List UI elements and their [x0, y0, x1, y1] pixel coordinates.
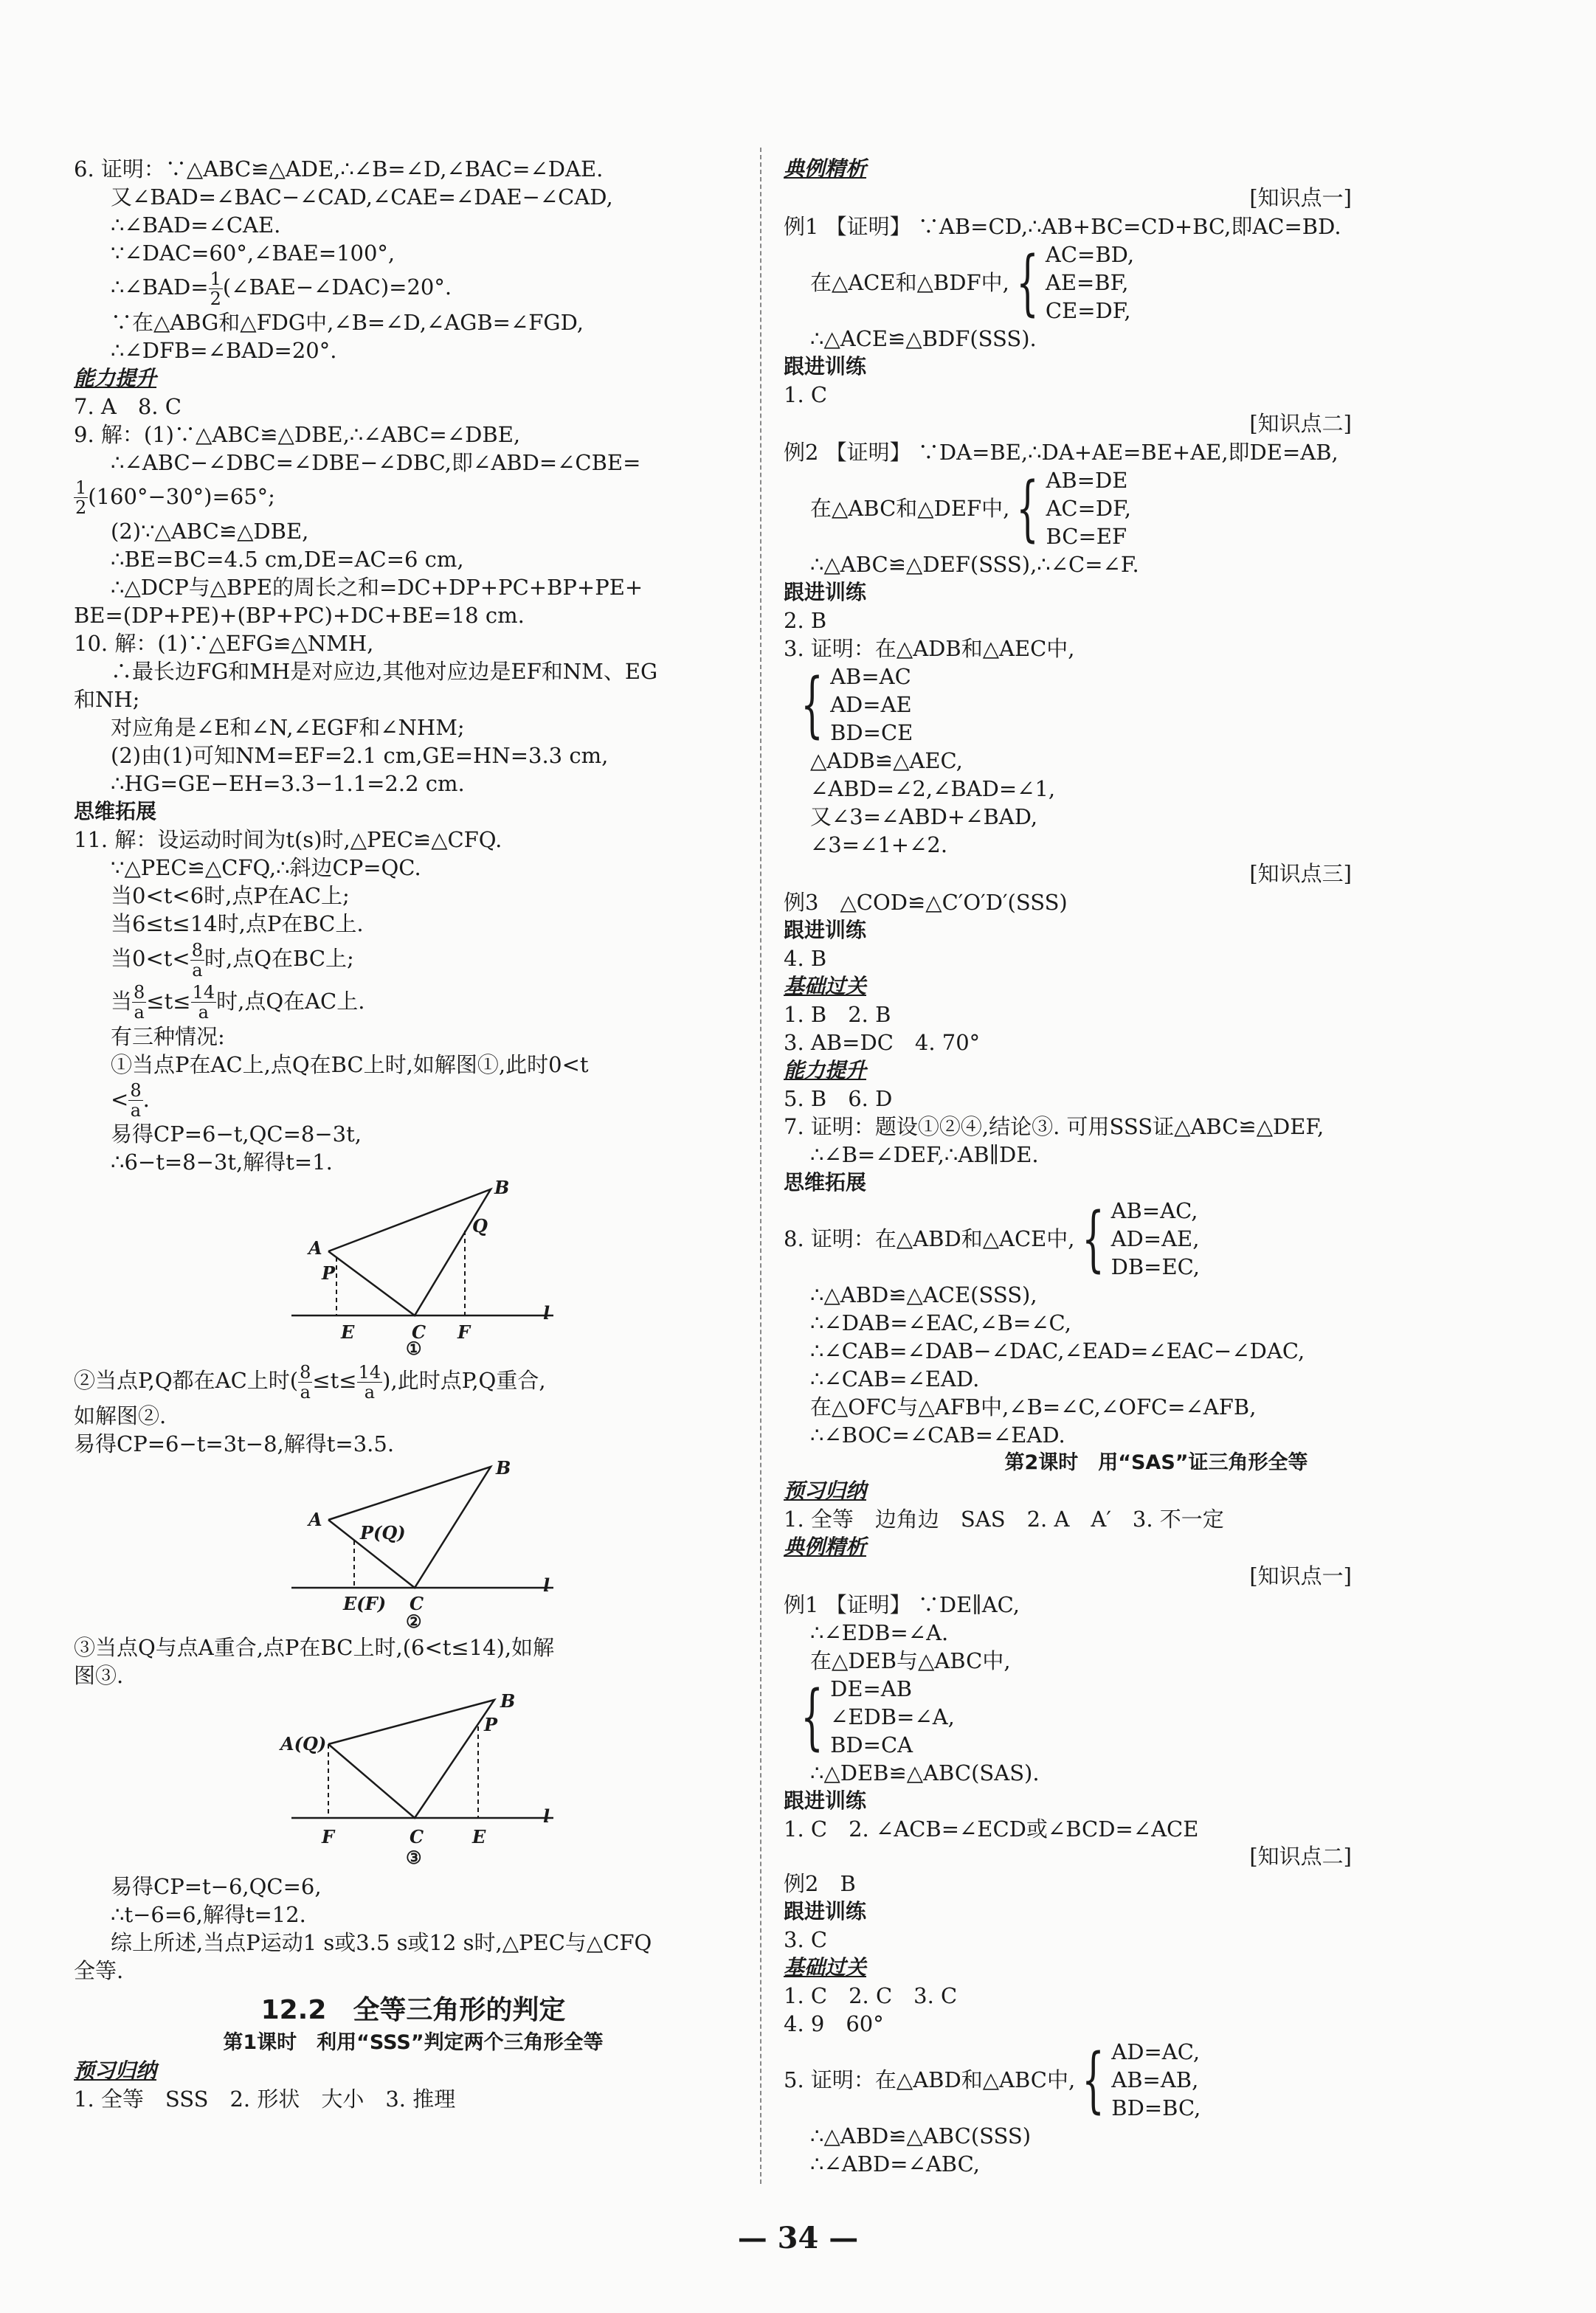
section-genjin-xunlian: 跟进训练	[784, 1788, 867, 1813]
figure-number: ①	[406, 1338, 422, 1356]
brace-item: AD=AE	[830, 692, 912, 717]
e1-brace	[784, 1675, 1529, 1759]
denominator: a	[198, 1002, 209, 1023]
fraction-8-a	[298, 1363, 312, 1402]
genjin-3-line: ∠ABD=∠2,∠BAD=∠1,	[810, 776, 1056, 801]
numerator: 14	[192, 982, 215, 1003]
q6-line-3: ∴∠BAD=∠CAE.	[111, 212, 281, 238]
label-C: C	[412, 1321, 426, 1343]
case3-line-6: 全等.	[74, 1958, 124, 1983]
q6-line-1: 6. 证明：∵△ABC≌△ADE,∴∠B=∠D,∠BAC=∠DAE.	[74, 156, 604, 181]
q10-line-2: ∴最长边FG和MH是对应边,其他对应边是EF和NM、EG	[111, 659, 658, 684]
case2-line-3: 易得CP=6−t=3t−8,解得t=3.5.	[74, 1431, 395, 1456]
jichu2-line: 1. C 2. C 3. C	[784, 1983, 958, 2008]
q9-line-6: ∴△DCP与△BPE的周长之和=DC+DP+PC+BP+PE+	[111, 575, 643, 600]
section-jichu-guoguan: 基础过关	[784, 1955, 867, 1980]
q11-line-8: ①当点P在AC上,点Q在BC上时,如解图①,此时0<t	[111, 1051, 589, 1077]
q6-line-5	[74, 267, 753, 308]
brace-item: AE=BF,	[1045, 270, 1129, 295]
fraction-half	[74, 478, 88, 517]
q8-line: ∴∠CAB=∠DAB−∠DAC,∠EAD=∠EAC−∠DAC,	[810, 1338, 1305, 1363]
numerator: 8	[300, 1361, 311, 1383]
q11-c2-pre: 当	[111, 988, 133, 1014]
case3-line-1: ③当点Q与点A重合,点P在BC上时,(6<t≤14),如解	[74, 1635, 555, 1660]
left-column	[74, 155, 753, 2113]
jichu-line: 1. B 2. B	[784, 1002, 891, 1027]
column-divider	[760, 148, 761, 2184]
genjin-2: 2. B	[784, 608, 827, 633]
brace-item: AB=DE	[1046, 468, 1128, 493]
q9-line-5: ∴BE=BC=4.5 cm,DE=AC=6 cm,	[111, 547, 464, 572]
label-P: P	[484, 1714, 498, 1735]
figure-number: ③	[406, 1847, 422, 1868]
section-nengli-tisheng: 能力提升	[74, 365, 157, 390]
q8-line: ∴∠BOC=∠CAB=∠EAD.	[810, 1422, 1065, 1448]
section-siwei-tuozhan: 思维拓展	[784, 1170, 867, 1194]
example-2-conclusion: ∴△ABC≌△DEF(SSS),∴∠C=∠F.	[810, 552, 1139, 577]
section-yuxi-guina: 预习归纳	[784, 1479, 867, 1503]
case2-line-2: 如解图②.	[74, 1403, 167, 1428]
case3-line-2: 图③.	[74, 1663, 124, 1688]
q5-line: ∴∠ABD=∠ABC,	[810, 2151, 981, 2177]
label-l: l	[543, 1302, 550, 1324]
knowledge-point-3: [知识点三]	[1249, 861, 1352, 886]
fraction-8-a	[128, 1081, 142, 1120]
nengli-line: 7. 证明：题设①②④,结论③. 可用SSS证△ABC≌△DEF,	[784, 1114, 1324, 1139]
yuxi-answers-2: 1. 全等 边角边 SAS 2. A A′ 3. 不一定	[784, 1507, 1224, 1532]
case2-post: ),此时点P,Q重合,	[382, 1368, 546, 1393]
q6-frac-post: (∠BAE−∠DAC)=20°.	[222, 274, 452, 300]
section-genjin-xunlian: 跟进训练	[784, 354, 867, 378]
nengli-line: ∴∠B=∠DEF,∴AB∥DE.	[810, 1142, 1039, 1167]
denominator: a	[300, 1381, 311, 1403]
label-PQ: P(Q)	[360, 1522, 406, 1543]
case3-line-5: 综上所述,当点P运动1 s或3.5 s或12 s时,△PEC与△CFQ	[111, 1930, 652, 1955]
yuxi-answers: 1. 全等 SSS 2. 形状 大小 3. 推理	[74, 2086, 456, 2112]
brace-item: AB=AB,	[1111, 2067, 1199, 2092]
q6-line-6: ∵在△ABG和△FDG中,∠B=∠D,∠AGB=∠FGD,	[111, 309, 584, 335]
denominator: a	[130, 1100, 142, 1121]
q11-c1-post: 时,点Q在BC上;	[204, 946, 354, 971]
less-than: <	[111, 1086, 129, 1112]
q8-line: ∴△ABD≌△ACE(SSS),	[810, 1282, 1037, 1307]
brace-prefix: 5. 证明：在△ABD和△ABC中,	[784, 2067, 1076, 2092]
q9-line-4: (2)∵△ABC≌△DBE,	[111, 519, 309, 544]
label-l: l	[543, 1574, 550, 1596]
label-B: B	[494, 1179, 510, 1198]
label-Q: Q	[472, 1215, 488, 1237]
brace-item: AD=AC,	[1111, 2039, 1201, 2064]
q11-line-2: ∵△PEC≌△CFQ,∴斜边CP=QC.	[111, 855, 421, 880]
genjin-3-line: 又∠3=∠ABD+∠BAD,	[810, 804, 1038, 829]
q9-line-1: 9. 解：(1)∵△ABC≌△DBE,∴∠ABC=∠DBE,	[74, 421, 521, 447]
q11-line-9: < $\frac{8}{a}$ .	[111, 1080, 150, 1121]
label-E: E	[472, 1826, 486, 1847]
figure-1	[74, 1179, 753, 1356]
genjin-1: 1. C	[784, 382, 828, 407]
brace-item: AD=AE,	[1110, 1226, 1200, 1251]
case3-line-4: ∴t−6=6,解得t=12.	[111, 1902, 306, 1927]
knowledge-point-2: [知识点二]	[1249, 411, 1352, 436]
q5-line: ∴△ABD≌△ABC(SSS)	[810, 2123, 1032, 2148]
denominator: a	[364, 1381, 376, 1403]
denominator: a	[134, 1002, 145, 1023]
q7-answer: 7. A 8. C	[74, 393, 182, 419]
brace-prefix: 在△ACE和△BDF中,	[810, 270, 1009, 295]
q9-line-2: ∴∠ABC−∠DBC=∠DBE−∠DBC,即∠ABD=∠CBE=	[111, 449, 641, 475]
fraction-8-a	[190, 941, 204, 980]
q11-line-3: 当0<t<6时,点P在AC上;	[111, 883, 350, 908]
label-A: A	[308, 1237, 322, 1259]
label-E: E	[341, 1321, 355, 1343]
example-1: 例1 【证明】 ∵AB=CD,∴AB+BC=CD+BC,即AC=BD.	[784, 214, 1341, 239]
brace-item: BD=CE	[830, 720, 913, 745]
e1-conclusion: ∴△DEB≌△ABC(SAS).	[810, 1760, 1040, 1785]
q6-line-7: ∴∠DFB=∠BAD=20°.	[111, 337, 337, 363]
q10-line-4: 对应角是∠E和∠N,∠EGF和∠NHM;	[111, 715, 465, 740]
label-C: C	[410, 1826, 424, 1847]
case3-line-3: 易得CP=t−6,QC=6,	[111, 1874, 322, 1899]
genjin-3-line: ∠3=∠1+∠2.	[810, 832, 948, 857]
q8-line: ∴∠DAB=∠EAC,∠B=∠C,	[810, 1310, 1071, 1335]
knowledge-point-1: [知识点一]	[1249, 185, 1352, 210]
e1-line: 例1 【证明】 ∵DE∥AC,	[784, 1592, 1020, 1617]
q10-line-5: (2)由(1)可知NM=EF=2.1 cm,GE=HN=3.3 cm,	[111, 743, 609, 768]
label-C: C	[410, 1593, 424, 1614]
q8-line: 在△OFC与△AFB中,∠B=∠C,∠OFC=∠AFB,	[810, 1394, 1257, 1420]
brace-item: AC=BD,	[1045, 242, 1135, 267]
brace-item: ∠EDB=∠A,	[830, 1704, 955, 1729]
q9-line-7: BE=(DP+PE)+(BP+PC)+DC+BE=18 cm.	[74, 603, 525, 628]
left-brace-icon: {	[1081, 1197, 1105, 1280]
left-brace-icon: {	[801, 1676, 823, 1758]
example-2-brace	[784, 466, 1529, 550]
left-brace-icon: {	[1016, 241, 1039, 324]
left-brace-icon: {	[801, 663, 823, 746]
q10-line-3: 和NH;	[74, 687, 140, 712]
right-column	[784, 155, 1529, 2178]
section-genjin-xunlian: 跟进训练	[784, 918, 867, 942]
left-brace-icon: {	[1082, 2039, 1105, 2121]
denominator: 2	[75, 497, 87, 518]
knowledge-point-4: [知识点一]	[1249, 1563, 1352, 1588]
q10-line-1: 10. 解：(1)∵△EFG≌△NMH,	[74, 631, 374, 656]
label-l: l	[543, 1805, 550, 1827]
brace-item: CE=DF,	[1045, 298, 1131, 323]
q11-line-6	[74, 980, 753, 1023]
brace-item: BD=CA	[830, 1732, 913, 1757]
section-genjin-xunlian: 跟进训练	[784, 580, 867, 604]
q9-line-3	[74, 477, 753, 518]
figure-number: ②	[406, 1611, 422, 1631]
figure-3	[74, 1693, 753, 1870]
case2-pre: ②当点P,Q都在AC上时(	[74, 1368, 299, 1393]
denominator: 2	[210, 288, 221, 309]
label-B: B	[500, 1693, 516, 1712]
section-jichu-guoguan: 基础过关	[784, 974, 867, 998]
q11-c2-post: 时,点Q在AC上.	[216, 988, 365, 1014]
numerator: 8	[130, 1080, 142, 1101]
genjin-5: 1. C 2. ∠ACB=∠ECD或∠BCD=∠ACE	[784, 1816, 1199, 1842]
label-P: P	[322, 1262, 336, 1284]
left-brace-icon: {	[1016, 467, 1040, 550]
numerator: 8	[134, 982, 145, 1003]
label-AQ: A(Q)	[280, 1733, 327, 1754]
section-siwei-tuozhan: 思维拓展	[74, 799, 157, 823]
page-number: — 34 —	[737, 2221, 859, 2255]
jichu2-line: 4. 9 60°	[784, 2011, 884, 2036]
label-B: B	[496, 1461, 511, 1479]
fraction-14-a	[357, 1363, 383, 1402]
brace-item: DE=AB	[830, 1676, 913, 1701]
genjin-4: 4. B	[784, 946, 827, 971]
brace-item: AC=DF,	[1046, 496, 1131, 521]
example-1-conclusion: ∴△ACE≌△BDF(SSS).	[810, 326, 1037, 351]
q8-brace	[784, 1197, 1529, 1281]
q11-line-11: ∴6−t=8−3t,解得t=1.	[111, 1149, 333, 1175]
brace-prefix: 在△ABC和△DEF中,	[810, 496, 1010, 521]
label-F: F	[457, 1321, 471, 1343]
example-2b: 例2 B	[784, 1871, 856, 1896]
numerator: 1	[75, 477, 87, 498]
numerator: 14	[358, 1361, 381, 1383]
q11-line-4: 当6≤t≤14时,点P在BC上.	[111, 911, 364, 936]
example-3: 例3 △COD≌△C′O′D′(SSS)	[784, 890, 1068, 915]
label-EF: E(F)	[343, 1593, 387, 1614]
genjin-3-line: △ADB≌△AEC,	[810, 748, 963, 773]
fraction-8-a	[132, 983, 146, 1022]
case2-mid: ≤t≤	[312, 1368, 357, 1393]
figure-2	[74, 1461, 753, 1631]
numerator: 1	[210, 268, 221, 289]
numerator: 8	[191, 939, 203, 961]
q11-line-1: 11. 解：设运动时间为t(s)时,△PEC≌△CFQ.	[74, 827, 502, 852]
label-F: F	[322, 1826, 335, 1847]
q10-line-6: ∴HG=GE−EH=3.3−1.1=2.2 cm.	[111, 771, 465, 796]
brace-item: AB=AC	[830, 664, 911, 689]
brace-item: BD=BC,	[1111, 2095, 1201, 2120]
nengli-line: 5. B 6. D	[784, 1086, 893, 1111]
lesson-subtitle-2: 第2课时 用“SAS”证三角形全等	[1004, 1451, 1308, 1474]
q11-c1-pre: 当0<t<	[111, 946, 190, 971]
jichu-line: 3. AB=DC 4. 70°	[784, 1030, 981, 1055]
q11-line-10: 易得CP=6−t,QC=8−3t,	[111, 1121, 362, 1147]
fraction-14-a	[191, 983, 217, 1022]
example-2: 例2 【证明】 ∵DA=BE,∴DA+AE=BE+AE,即DE=AB,	[784, 440, 1338, 465]
q5-brace	[784, 2038, 1529, 2122]
lesson-subtitle: 第1课时 利用“SSS”判定两个三角形全等	[223, 2031, 604, 2054]
genjin-3: 3. 证明：在△ADB和△AEC中,	[784, 636, 1075, 661]
knowledge-point-5: [知识点二]	[1249, 1844, 1352, 1869]
q9-frac-post: (160°−30°)=65°;	[88, 483, 275, 509]
q6-frac-pre: ∴∠BAD=	[111, 274, 209, 300]
brace-item: DB=EC,	[1110, 1254, 1201, 1279]
section-yuxi-guina: 预习归纳	[74, 2058, 157, 2083]
section-dianli-jingxi: 典例精析	[784, 156, 867, 181]
genjin-3-brace	[784, 663, 1529, 747]
section-genjin-xunlian: 跟进训练	[784, 1899, 867, 1923]
case2-line-1	[74, 1359, 753, 1402]
brace-item: BC=EF	[1046, 524, 1127, 549]
genjin-6: 3. C	[784, 1927, 828, 1952]
brace-item: AB=AC,	[1110, 1198, 1198, 1223]
fraction-half	[209, 269, 223, 308]
label-A: A	[308, 1509, 322, 1530]
denominator: a	[192, 959, 203, 981]
q6-line-2: 又∠BAD=∠BAC−∠CAD,∠CAE=∠DAE−∠CAD,	[111, 184, 613, 210]
q6-line-4: ∵∠DAC=60°,∠BAE=100°,	[111, 241, 395, 266]
e1-line: 在△DEB与△ABC中,	[810, 1648, 1011, 1673]
q11-line-5	[74, 938, 753, 980]
section-nengli-tisheng: 能力提升	[784, 1058, 867, 1082]
e1-line: ∴∠EDB=∠A.	[810, 1620, 949, 1645]
section-title: 12.2 全等三角形的判定	[260, 1995, 566, 2025]
brace-prefix: 8. 证明：在△ABD和△ACE中,	[784, 1226, 1075, 1251]
q8-line: ∴∠CAB=∠EAD.	[810, 1366, 980, 1391]
page-number-value: 34	[777, 2221, 819, 2255]
example-1-brace	[784, 241, 1529, 325]
q11-c2-mid: ≤t≤	[146, 988, 191, 1014]
q11-line-7: 有三种情况:	[111, 1023, 225, 1049]
section-dianli-jingxi: 典例精析	[784, 1535, 867, 1559]
